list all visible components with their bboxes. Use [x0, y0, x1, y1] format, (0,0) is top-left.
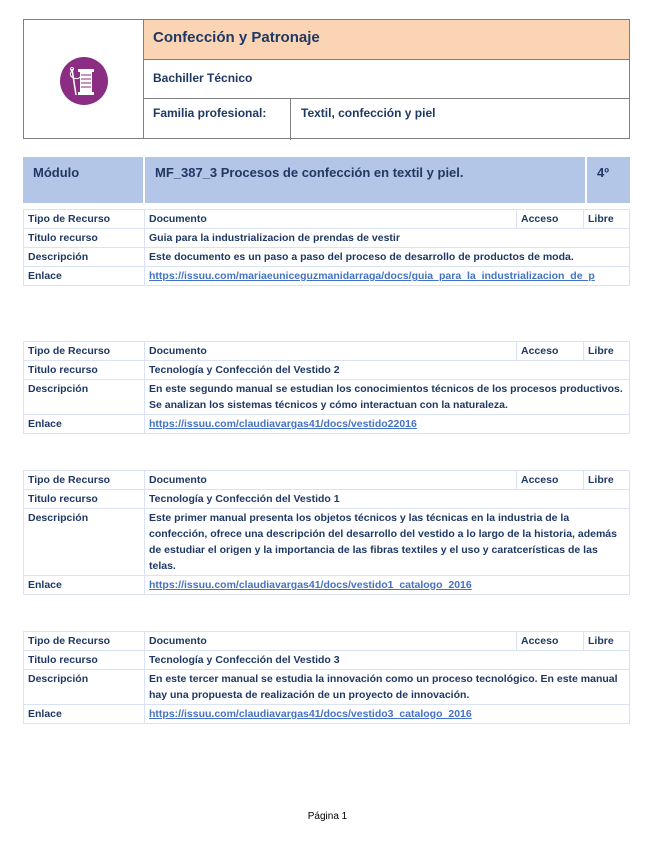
type-label: Tipo de Recurso [24, 342, 145, 361]
type-value: Documento [145, 632, 517, 651]
description-value: Este documento es un paso a paso del proceso de desarrollo de productos de moda. [145, 248, 630, 267]
table-row [24, 267, 630, 286]
table-row [24, 576, 630, 595]
resource-table [23, 631, 630, 724]
table-row [24, 509, 630, 576]
family-row [144, 99, 629, 140]
link-label: Enlace [24, 576, 145, 595]
type-value: Documento [145, 342, 517, 361]
resource-table [23, 341, 630, 434]
title-value: Tecnología y Confección del Vestido 2 [145, 361, 630, 380]
table-row [24, 361, 630, 380]
link-label: Enlace [24, 267, 145, 286]
table-row [24, 210, 630, 229]
module-level: 4º [597, 165, 609, 180]
module-divider [143, 157, 145, 203]
title-label: Titulo recurso [24, 361, 145, 380]
table-row [24, 705, 630, 724]
type-value: Documento [145, 471, 517, 490]
description-label: Descripción [24, 670, 145, 705]
link-label: Enlace [24, 705, 145, 724]
title-value: Tecnología y Confección del Vestido 1 [145, 490, 630, 509]
resource-link[interactable]: https://issuu.com/mariaeuniceguzmanidarraga/docs/guia_para_la_industrializacion_de_p [149, 270, 595, 282]
description-label: Descripción [24, 248, 145, 267]
table-row [24, 380, 630, 415]
type-label: Tipo de Recurso [24, 632, 145, 651]
table-row [24, 670, 630, 705]
sewing-logo-icon [60, 57, 108, 105]
resource-link[interactable]: https://issuu.com/claudiavargas41/docs/vestido22016 [149, 418, 417, 430]
resource-link[interactable]: https://issuu.com/claudiavargas41/docs/vestido1_catalogo_2016 [149, 579, 472, 591]
family-value: Textil, confección y piel [301, 106, 436, 120]
table-row [24, 651, 630, 670]
table-row [24, 342, 630, 361]
title-label: Titulo recurso [24, 229, 145, 248]
access-label: Acceso [517, 471, 584, 490]
resource-table [23, 470, 630, 595]
access-label: Acceso [517, 632, 584, 651]
table-row [24, 490, 630, 509]
page-number: Página 1 [307, 811, 348, 822]
module-divider [585, 157, 587, 203]
description-label: Descripción [24, 380, 145, 415]
subtitle: Bachiller Técnico [153, 71, 253, 85]
table-row [24, 415, 630, 434]
link-label: Enlace [24, 415, 145, 434]
title-value: Guia para la industrializacion de prendas de vestir [145, 229, 630, 248]
description-label: Descripción [24, 509, 145, 576]
description-value: Este primer manual presenta los objetos técnicos y las técnicas en la industria de la confección, ofrece una descripción del desarrollo del vestido a lo largo de la historia, además de estudiar el origen y la importancia de las fibras textiles y el uso y caratcerísticas de las telas. [145, 509, 630, 576]
resource-link[interactable]: https://issuu.com/claudiavargas41/docs/vestido3_catalogo_2016 [149, 708, 472, 720]
family-label: Familia profesional: [153, 106, 267, 120]
title-label: Titulo recurso [24, 651, 145, 670]
resource-table [23, 209, 630, 286]
description-value: En este segundo manual se estudian los conocimientos técnicos de los procesos productivos. Se analizan los sistemas técnicos y cómo interactuan con la naturaleza. [145, 380, 630, 415]
access-value: Libre [584, 210, 630, 229]
type-label: Tipo de Recurso [24, 471, 145, 490]
table-row [24, 632, 630, 651]
type-value: Documento [145, 210, 517, 229]
access-label: Acceso [517, 342, 584, 361]
module-label: Módulo [33, 165, 80, 180]
title-label: Titulo recurso [24, 490, 145, 509]
description-value: En este tercer manual se estudia la innovación como un proceso tecnológico. En este manual hay una propuesta de realización de un proyecto de innovación. [145, 670, 630, 705]
subtitle-row [144, 60, 629, 99]
access-label: Acceso [517, 210, 584, 229]
type-label: Tipo de Recurso [24, 210, 145, 229]
access-value: Libre [584, 342, 630, 361]
page-title: Confección y Patronaje [153, 29, 320, 46]
table-row [24, 471, 630, 490]
logo-cell [24, 20, 144, 138]
module-title: MF_387_3 Procesos de confección en textil y piel. [155, 165, 464, 180]
title-value: Tecnología y Confección del Vestido 3 [145, 651, 630, 670]
access-value: Libre [584, 471, 630, 490]
document-header [23, 19, 630, 139]
access-value: Libre [584, 632, 630, 651]
family-label-cell [144, 99, 291, 140]
table-row [24, 229, 630, 248]
title-row [144, 20, 629, 60]
module-bar [23, 157, 630, 203]
table-row [24, 248, 630, 267]
